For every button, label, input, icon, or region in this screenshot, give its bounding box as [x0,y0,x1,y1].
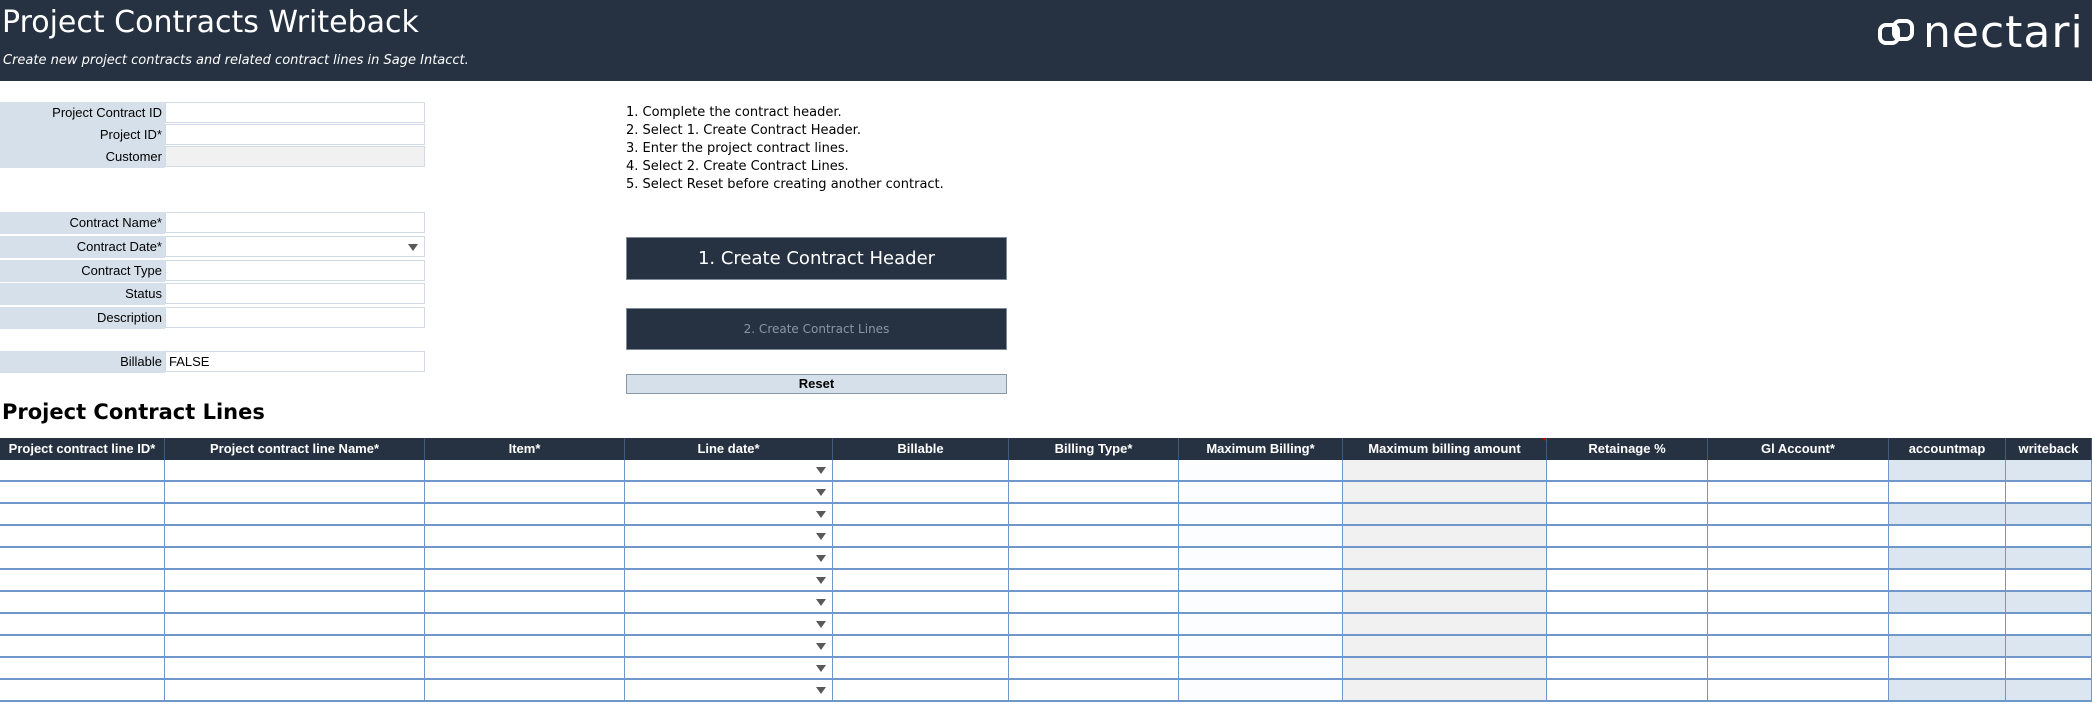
chevron-down-icon[interactable] [408,244,418,251]
table-cell[interactable] [833,658,1009,678]
table-cell[interactable] [165,526,425,546]
column-header: Retainage % [1547,438,1708,460]
table-cell[interactable] [165,548,425,568]
table-cell[interactable] [1547,570,1708,590]
table-cell [1343,614,1547,634]
table-cell[interactable] [0,460,165,480]
chevron-down-icon[interactable] [816,489,826,496]
table-cell[interactable] [2006,592,2092,612]
contract-lines-title: Project Contract Lines [2,400,265,424]
table-cell[interactable] [2006,570,2092,590]
billable-row [0,351,425,373]
table-cell[interactable] [1547,504,1708,524]
table-cell[interactable] [625,592,833,612]
chevron-down-icon[interactable] [816,555,826,562]
table-cell[interactable] [0,680,165,700]
table-cell[interactable] [1547,636,1708,656]
table-cell[interactable] [625,504,833,524]
table-cell[interactable] [1179,526,1343,546]
column-header: Billing Type* [1009,438,1179,460]
table-cell[interactable] [0,614,165,634]
table-cell [1343,460,1547,480]
description-label: Description [0,307,165,329]
table-cell [1343,526,1547,546]
contract-date-label: Contract Date* [0,236,165,258]
table-cell[interactable] [165,482,425,502]
table-cell [1343,636,1547,656]
table-cell[interactable] [2006,526,2092,546]
table-cell[interactable] [1547,592,1708,612]
table-cell[interactable] [1889,460,2006,480]
table-cell[interactable] [2006,680,2092,700]
table-cell[interactable] [625,460,833,480]
table-cell[interactable] [1009,548,1179,568]
table-cell[interactable] [1179,658,1343,678]
table-cell[interactable] [1708,614,1889,634]
table-header-row [0,438,2092,460]
table-cell[interactable] [425,592,625,612]
table-cell[interactable] [165,614,425,634]
nectari-logo-icon [1877,18,1917,48]
page-title: Project Contracts Writeback [2,5,419,40]
table-cell[interactable] [833,526,1009,546]
table-cell[interactable] [833,460,1009,480]
instruction-step: 2. Select 1. Create Contract Header. [626,123,861,138]
table-cell[interactable] [1708,636,1889,656]
table-cell[interactable] [833,570,1009,590]
table-cell[interactable] [165,504,425,524]
table-cell [1343,482,1547,502]
table-cell[interactable] [1179,570,1343,590]
table-row [0,636,2092,658]
table-cell[interactable] [1889,570,2006,590]
table-cell[interactable] [1179,460,1343,480]
table-cell[interactable] [425,680,625,700]
table-cell[interactable] [1547,526,1708,546]
chevron-down-icon[interactable] [816,599,826,606]
table-cell[interactable] [1547,548,1708,568]
project-id-label: Project ID* [0,124,165,146]
chevron-down-icon[interactable] [816,687,826,694]
column-header: Project contract line Name* [165,438,425,460]
table-cell [1343,570,1547,590]
chevron-down-icon[interactable] [816,621,826,628]
project-contract-id-label: Project Contract ID [0,102,165,124]
reset-button[interactable]: Reset [626,374,1007,394]
table-cell[interactable] [2006,482,2092,502]
table-cell[interactable] [1009,636,1179,656]
table-cell[interactable] [1179,636,1343,656]
table-cell[interactable] [1889,636,2006,656]
table-cell[interactable] [625,548,833,568]
table-cell[interactable] [1179,482,1343,502]
chevron-down-icon[interactable] [816,665,826,672]
table-cell[interactable] [165,680,425,700]
table-cell[interactable] [1708,548,1889,568]
create-contract-header-button[interactable]: 1. Create Contract Header [626,237,1007,280]
chevron-down-icon[interactable] [816,511,826,518]
table-cell[interactable] [0,482,165,502]
table-cell[interactable] [1009,680,1179,700]
billable-field[interactable]: FALSE [165,351,425,372]
table-row [0,460,2092,482]
table-cell[interactable] [1889,592,2006,612]
column-header: Billable [833,438,1009,460]
table-cell[interactable] [1179,614,1343,634]
table-cell[interactable] [165,460,425,480]
table-cell[interactable] [1708,658,1889,678]
table-cell[interactable] [425,570,625,590]
column-header: writeback [2006,438,2092,460]
contract-type-label: Contract Type [0,260,165,282]
table-cell[interactable] [1708,592,1889,612]
table-row [0,548,2092,570]
column-header: Gl Account* [1708,438,1889,460]
table-cell[interactable] [833,548,1009,568]
table-cell [1343,658,1547,678]
create-contract-lines-button[interactable]: 2. Create Contract Lines [626,308,1007,350]
table-cell[interactable] [2006,504,2092,524]
contract-lines-table [0,438,2092,702]
column-header: Maximum Billing* [1179,438,1343,460]
table-cell[interactable] [1889,526,2006,546]
table-row [0,680,2092,702]
table-cell[interactable] [425,548,625,568]
table-cell[interactable] [0,548,165,568]
column-header: Maximum billing amount [1343,438,1547,460]
description-row [0,307,425,329]
table-cell[interactable] [1009,482,1179,502]
table-cell[interactable] [0,636,165,656]
description-field[interactable] [165,307,425,328]
project-id-row [0,124,425,146]
customer-field [165,146,425,167]
table-cell[interactable] [1708,504,1889,524]
nectari-logo [1877,7,2092,58]
table-row [0,614,2092,636]
column-header: Line date* [625,438,833,460]
table-cell[interactable] [0,570,165,590]
table-cell[interactable] [833,592,1009,612]
chevron-down-icon[interactable] [816,577,826,584]
project-contract-id-row [0,102,425,124]
table-cell[interactable] [1009,658,1179,678]
instruction-step: 3. Enter the project contract lines. [626,141,849,156]
table-cell[interactable] [1547,482,1708,502]
contract-type-field[interactable] [165,260,425,281]
table-cell[interactable] [1179,592,1343,612]
table-cell[interactable] [2006,460,2092,480]
table-cell[interactable] [2006,658,2092,678]
contract-date-field[interactable] [165,236,425,257]
table-cell[interactable] [1009,592,1179,612]
table-body [0,460,2092,702]
chevron-down-icon[interactable] [816,533,826,540]
table-row [0,482,2092,504]
table-cell[interactable] [625,570,833,590]
instructions-list [626,104,944,194]
table-cell[interactable] [1889,504,2006,524]
table-cell[interactable] [1179,504,1343,524]
table-cell[interactable] [1009,570,1179,590]
table-cell[interactable] [1889,658,2006,678]
table-cell[interactable] [425,526,625,546]
table-cell[interactable] [833,614,1009,634]
table-row [0,526,2092,548]
contract-name-label: Contract Name* [0,212,165,234]
column-header: Item* [425,438,625,460]
customer-label: Customer [0,146,165,168]
table-cell[interactable] [1889,614,2006,634]
table-cell[interactable] [625,658,833,678]
table-cell[interactable] [1009,526,1179,546]
table-cell[interactable] [833,504,1009,524]
project-id-field[interactable] [165,124,425,145]
table-cell[interactable] [0,658,165,678]
logo-wordmark: nectari [1923,7,2084,58]
table-row [0,658,2092,680]
billable-label: Billable [0,351,165,373]
table-cell[interactable] [425,504,625,524]
header-banner [0,0,2092,81]
chevron-down-icon[interactable] [816,467,826,474]
contract-name-field[interactable] [165,212,425,233]
column-header: Project contract line ID* [0,438,165,460]
table-row [0,504,2092,526]
table-cell[interactable] [0,504,165,524]
instruction-step: 5. Select Reset before creating another contract. [626,177,944,192]
table-cell[interactable] [1009,504,1179,524]
table-cell[interactable] [1708,482,1889,502]
table-cell[interactable] [1547,658,1708,678]
table-cell[interactable] [0,592,165,612]
instruction-step: 4. Select 2. Create Contract Lines. [626,159,849,174]
table-cell[interactable] [165,636,425,656]
table-cell[interactable] [625,636,833,656]
table-cell[interactable] [1547,680,1708,700]
table-cell[interactable] [1179,548,1343,568]
table-cell[interactable] [425,658,625,678]
table-cell [1343,548,1547,568]
project-contract-id-field[interactable] [165,102,425,123]
table-cell[interactable] [1889,680,2006,700]
table-cell[interactable] [1009,460,1179,480]
table-row [0,570,2092,592]
status-field[interactable] [165,283,425,304]
table-cell[interactable] [625,680,833,700]
contract-type-row [0,260,425,282]
table-cell[interactable] [1009,614,1179,634]
table-cell[interactable] [1708,526,1889,546]
table-cell [1343,592,1547,612]
table-cell[interactable] [1708,680,1889,700]
table-cell[interactable] [625,482,833,502]
status-label: Status [0,283,165,305]
instruction-step: 1. Complete the contract header. [626,105,842,120]
table-cell[interactable] [1547,460,1708,480]
page-subtitle: Create new project contracts and related contract lines in Sage Intacct. [3,53,469,68]
table-cell[interactable] [1889,482,2006,502]
table-cell[interactable] [1708,460,1889,480]
table-cell[interactable] [2006,636,2092,656]
table-cell[interactable] [425,614,625,634]
table-cell[interactable] [1708,570,1889,590]
table-row [0,592,2092,614]
table-cell[interactable] [425,636,625,656]
comment-indicator-icon [1542,438,1547,443]
chevron-down-icon[interactable] [816,643,826,650]
table-cell[interactable] [833,482,1009,502]
table-cell[interactable] [625,614,833,634]
customer-row [0,146,425,168]
table-cell [1343,504,1547,524]
contract-name-row [0,212,425,234]
table-cell [1343,680,1547,700]
table-cell[interactable] [1889,548,2006,568]
table-cell[interactable] [1547,614,1708,634]
table-cell[interactable] [165,592,425,612]
status-row [0,283,425,305]
table-cell[interactable] [2006,548,2092,568]
table-cell[interactable] [0,526,165,546]
table-cell[interactable] [833,680,1009,700]
column-header: accountmap [1889,438,2006,460]
table-cell[interactable] [425,482,625,502]
contract-date-row [0,236,425,258]
table-cell[interactable] [165,570,425,590]
table-cell[interactable] [833,636,1009,656]
table-cell[interactable] [625,526,833,546]
table-cell[interactable] [425,460,625,480]
table-cell[interactable] [2006,614,2092,634]
table-cell[interactable] [1179,680,1343,700]
table-cell[interactable] [165,658,425,678]
